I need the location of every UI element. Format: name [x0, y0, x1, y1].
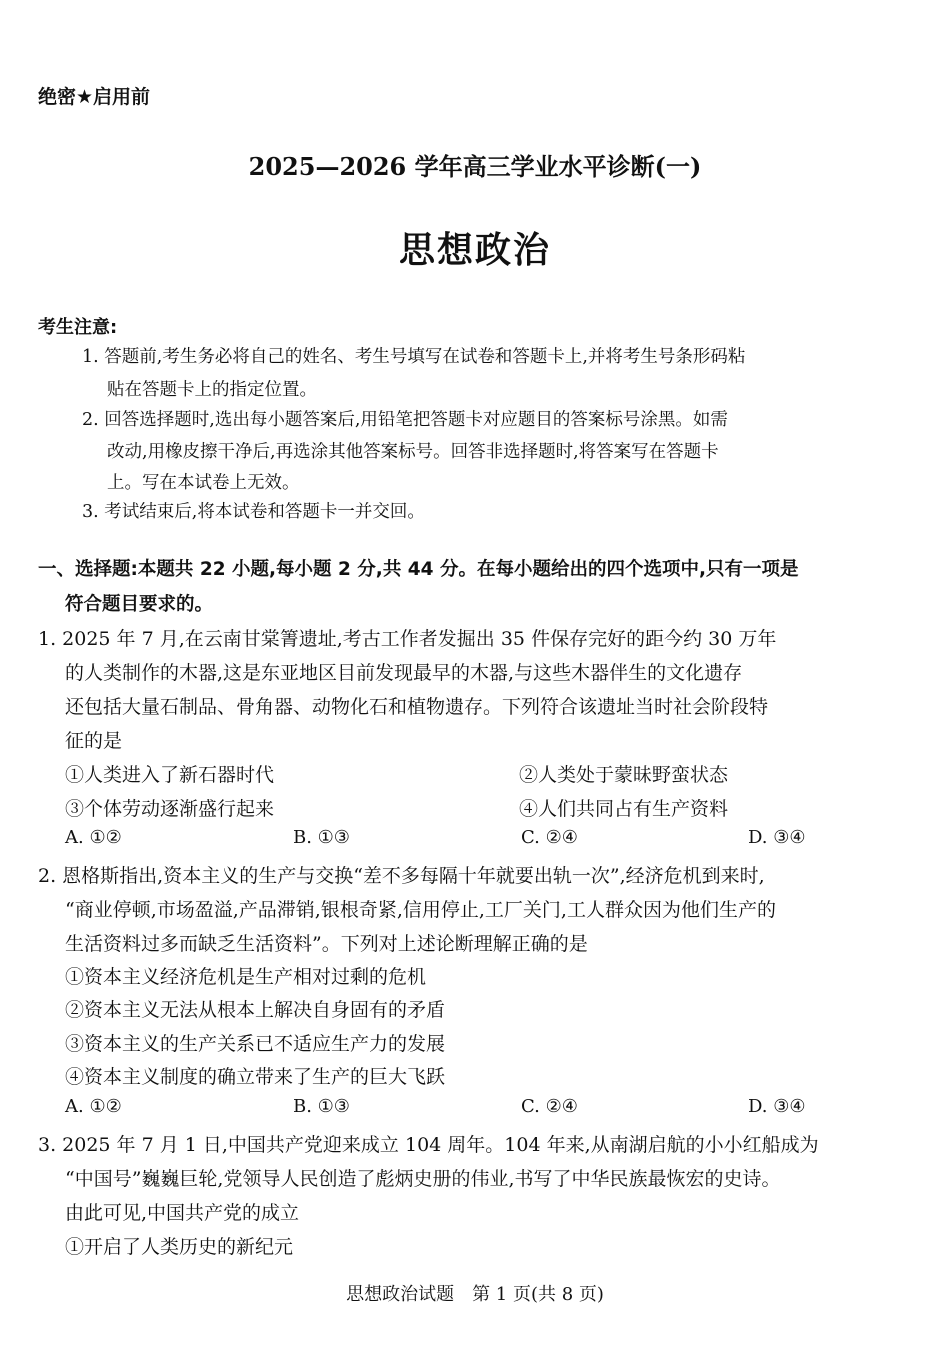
question-stem: 2. 恩格斯指出,资本主义的生产与交换“差不多每隔十年就要出轨一次”,经济危机到来时, — [38, 865, 765, 887]
question-stem: “中国号”巍巍巨轮,党领导人民创造了彪炳史册的伟业,书写了中华民族最恢宏的史诗。 — [65, 1168, 781, 1190]
answer-choice: C. ②④ — [521, 1096, 578, 1117]
page-footer: 思想政治试题 第 1 页(共 8 页) — [346, 1284, 604, 1305]
question-option: ④资本主义制度的确立带来了生产的巨大飞跃 — [65, 1066, 446, 1088]
question-option: ①开启了人类历史的新纪元 — [65, 1236, 294, 1258]
answer-choice: A. ①② — [65, 827, 122, 848]
section-heading: 一、选择题:本题共 22 小题,每小题 2 分,共 44 分。在每小题给出的四个选项中,只有一项是 — [38, 559, 799, 580]
subject-title: 思想政治 — [398, 230, 551, 271]
question-stem: 还包括大量石制品、骨角器、动物化石和植物遗存。下列符合该遗址当时社会阶段特 — [65, 696, 769, 718]
notice-line: 贴在答题卡上的指定位置。 — [107, 380, 317, 400]
question-stem: 征的是 — [65, 730, 123, 752]
notice-line: 改动,用橡皮擦干净后,再选涂其他答案标号。回答非选择题时,将答案写在答题卡 — [107, 442, 719, 462]
question-stem: 3. 2025 年 7 月 1 日,中国共产党迎来成立 104 周年。104 年来,从南湖启航的小小红船成为 — [38, 1134, 819, 1156]
exam-title: 2025—2026 学年高三学业水平诊断(一) — [248, 152, 702, 181]
answer-choice: A. ①② — [65, 1096, 122, 1117]
secret-label: 绝密★启用前 — [38, 86, 151, 108]
question-option: ①人类进入了新石器时代 — [65, 764, 275, 786]
answer-choice: D. ③④ — [748, 827, 806, 848]
question-option: ④人们共同占有生产资料 — [519, 798, 729, 820]
section-heading: 符合题目要求的。 — [65, 594, 214, 615]
notice-line: 上。写在本试卷上无效。 — [107, 473, 300, 493]
question-option: ③资本主义的生产关系已不适应生产力的发展 — [65, 1033, 446, 1055]
question-stem: 的人类制作的木器,这是东亚地区目前发现最早的木器,与这些木器伴生的文化遗存 — [65, 662, 743, 684]
notice-line: 3. 考试结束后,将本试卷和答题卡一并交回。 — [82, 502, 425, 522]
question-option: ①资本主义经济危机是生产相对过剩的危机 — [65, 966, 427, 988]
question-stem: 由此可见,中国共产党的成立 — [65, 1202, 300, 1224]
question-option: ②资本主义无法从根本上解决自身固有的矛盾 — [65, 999, 446, 1021]
question-option: ②人类处于蒙昧野蛮状态 — [519, 764, 729, 786]
question-stem: 生活资料过多而缺乏生活资料”。下列对上述论断理解正确的是 — [65, 933, 588, 955]
notice-line: 2. 回答选择题时,选出每小题答案后,用铅笔把答题卡对应题目的答案标号涂黑。如需 — [82, 410, 728, 430]
notice-heading: 考生注意: — [38, 317, 118, 338]
answer-choice: B. ①③ — [293, 1096, 350, 1117]
question-option: ③个体劳动逐渐盛行起来 — [65, 798, 275, 820]
answer-choice: D. ③④ — [748, 1096, 806, 1117]
question-stem: “商业停顿,市场盈溢,产品滞销,银根奇紧,信用停止,工厂关门,工人群众因为他们生产的 — [65, 899, 776, 921]
answer-choice: B. ①③ — [293, 827, 350, 848]
answer-choice: C. ②④ — [521, 827, 578, 848]
notice-line: 1. 答题前,考生务必将自己的姓名、考生号填写在试卷和答题卡上,并将考生号条形码粘 — [82, 347, 746, 367]
question-stem: 1. 2025 年 7 月,在云南甘棠箐遗址,考古工作者发掘出 35 件保存完好的距今约 30 万年 — [38, 628, 777, 650]
